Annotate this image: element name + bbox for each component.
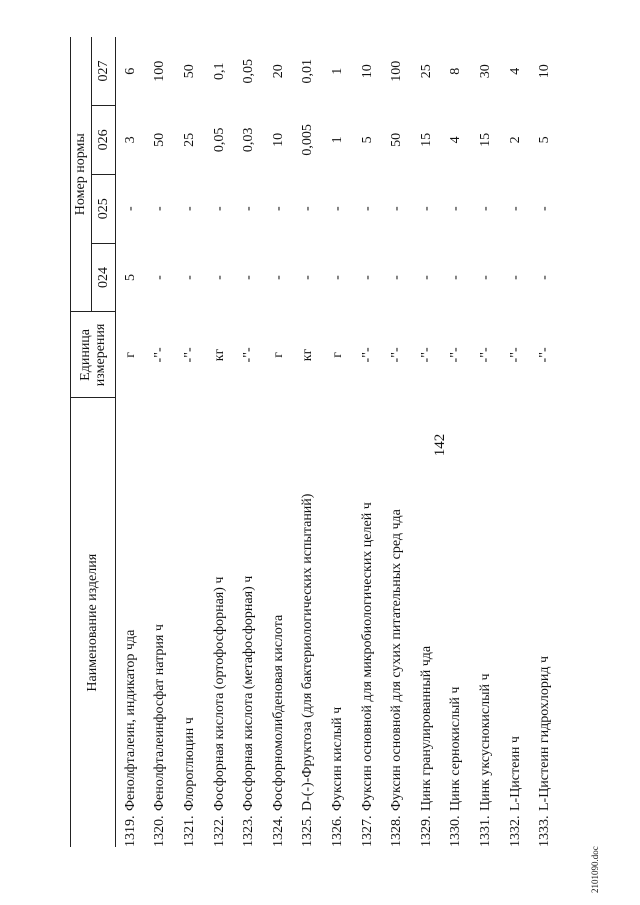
row-value-026: 3 bbox=[122, 136, 138, 144]
row-value-027: 50 bbox=[181, 64, 197, 79]
row-number: 1330. bbox=[448, 815, 464, 847]
table-row bbox=[234, 37, 264, 847]
row-value-024: - bbox=[537, 275, 553, 280]
row-name: Флороглюцин ч bbox=[181, 717, 197, 812]
row-value-024: - bbox=[241, 275, 257, 280]
row-value-027: 20 bbox=[270, 64, 286, 79]
row-value-025: - bbox=[270, 206, 286, 212]
row-unit: кг bbox=[300, 348, 316, 362]
table-row bbox=[205, 37, 235, 847]
row-value-025: - bbox=[389, 206, 405, 212]
header-name: Наименование изделия bbox=[71, 398, 116, 847]
row-value-027: 1 bbox=[329, 67, 345, 75]
row-value-024: - bbox=[152, 275, 168, 280]
row-value-027: 8 bbox=[448, 67, 464, 75]
table-row bbox=[146, 37, 176, 847]
row-value-026: 5 bbox=[359, 136, 375, 144]
row-name: Цинк сернокислый ч bbox=[448, 686, 464, 812]
row-name: Фенолфталеин, индикатор чда bbox=[122, 629, 138, 812]
row-unit: г bbox=[122, 352, 138, 358]
row-name: Фуксин основной для микробиологических целей ч bbox=[359, 502, 375, 812]
row-number: 1325. bbox=[300, 815, 316, 847]
row-unit: -"- bbox=[477, 347, 493, 363]
row-value-027: 10 bbox=[359, 64, 375, 79]
row-value-027: 6 bbox=[122, 67, 138, 75]
header-code-027: 027 bbox=[92, 37, 116, 105]
row-value-025: - bbox=[329, 206, 345, 212]
row-name: Цинк уксуснокислый ч bbox=[477, 673, 493, 812]
row-name: Фосфорномолибденовая кислота bbox=[270, 614, 286, 812]
row-value-025: - bbox=[152, 206, 168, 212]
row-number: 1327. bbox=[359, 815, 375, 847]
row-number: 1323. bbox=[241, 815, 257, 847]
row-value-025: - bbox=[181, 206, 197, 212]
table-row bbox=[294, 37, 324, 847]
row-value-025: - bbox=[418, 206, 434, 212]
row-value-027: 0,01 bbox=[300, 58, 316, 84]
norms-table bbox=[70, 37, 560, 847]
header-unit-line1: Единица bbox=[78, 328, 93, 381]
row-value-026: 0,005 bbox=[300, 124, 316, 156]
row-value-026: 50 bbox=[389, 132, 405, 147]
row-name: Фенолфталеинфосфат натрия ч bbox=[152, 624, 168, 812]
row-name: L-Цистеин ч bbox=[507, 736, 523, 812]
row-unit: -"- bbox=[537, 347, 553, 363]
row-value-026: 4 bbox=[448, 136, 464, 144]
row-value-026: 15 bbox=[418, 132, 434, 147]
row-unit: г bbox=[270, 352, 286, 358]
row-value-024: - bbox=[181, 275, 197, 280]
row-unit: -"- bbox=[389, 347, 405, 363]
row-value-025: - bbox=[477, 206, 493, 212]
row-number: 1319. bbox=[122, 815, 138, 847]
row-value-027: 0,05 bbox=[241, 58, 257, 84]
row-number: 1328. bbox=[389, 815, 405, 847]
row-name: Фуксин основной для сухих питательных сред чда bbox=[389, 509, 405, 812]
table-row bbox=[264, 37, 294, 847]
row-number: 1332. bbox=[507, 815, 523, 847]
row-number: 1326. bbox=[329, 815, 345, 847]
row-value-026: 15 bbox=[477, 132, 493, 147]
row-number: 1333. bbox=[537, 815, 553, 847]
row-unit: -"- bbox=[181, 347, 197, 363]
row-value-026: 2 bbox=[507, 136, 523, 144]
row-value-024: - bbox=[270, 275, 286, 280]
row-unit: -"- bbox=[448, 347, 464, 363]
row-value-025: - bbox=[537, 206, 553, 212]
row-value-024: - bbox=[448, 275, 464, 280]
row-name: Фосфорная кислота (ортофосфорная) ч bbox=[211, 576, 227, 812]
row-name: L-Цистеин гидрохлорид ч bbox=[537, 656, 553, 812]
row-name: Цинк гранулированный чда bbox=[418, 645, 434, 812]
row-name: Фосфорная кислота (метафосфорная) ч bbox=[241, 575, 257, 812]
table-row bbox=[471, 37, 501, 847]
row-value-025: - bbox=[359, 206, 375, 212]
row-value-025: - bbox=[211, 206, 227, 212]
row-value-026: 50 bbox=[152, 132, 168, 147]
row-value-027: 0,1 bbox=[211, 62, 227, 80]
table-row bbox=[353, 37, 383, 847]
table-row bbox=[382, 37, 412, 847]
row-value-024: - bbox=[359, 275, 375, 280]
row-unit: г bbox=[329, 352, 345, 358]
header-code-025: 025 bbox=[92, 174, 116, 243]
row-name: D-(-)-Фруктоза (для бактериологических испытаний) bbox=[300, 493, 316, 812]
row-value-024: 5 bbox=[122, 274, 138, 282]
row-value-026: 25 bbox=[181, 132, 197, 147]
table-body bbox=[116, 37, 560, 847]
table-row bbox=[175, 37, 205, 847]
row-value-027: 100 bbox=[152, 60, 168, 82]
header-code-024: 024 bbox=[92, 243, 116, 312]
row-value-027: 4 bbox=[507, 67, 523, 75]
header-unit bbox=[71, 312, 116, 398]
table-row bbox=[412, 37, 442, 847]
table-row bbox=[323, 37, 353, 847]
table-row bbox=[530, 37, 560, 847]
row-value-027: 100 bbox=[389, 60, 405, 82]
row-value-024: - bbox=[418, 275, 434, 280]
row-value-027: 30 bbox=[477, 64, 493, 79]
row-number: 1329. bbox=[418, 815, 434, 847]
row-value-026: 0,03 bbox=[241, 127, 257, 153]
row-value-024: - bbox=[211, 275, 227, 280]
row-value-025: - bbox=[448, 206, 464, 212]
row-value-025: - bbox=[122, 206, 138, 212]
table-row bbox=[442, 37, 472, 847]
row-value-026: 10 bbox=[270, 132, 286, 147]
row-value-026: 5 bbox=[537, 136, 553, 144]
row-unit: кг bbox=[211, 348, 227, 362]
row-value-024: - bbox=[329, 275, 345, 280]
row-number: 1331. bbox=[477, 815, 493, 847]
row-value-026: 0,05 bbox=[211, 127, 227, 153]
row-number: 1320. bbox=[152, 815, 168, 847]
page-number: 142 bbox=[432, 433, 448, 457]
row-value-025: - bbox=[300, 206, 316, 212]
table-row bbox=[501, 37, 531, 847]
table-row bbox=[116, 37, 146, 847]
row-value-024: - bbox=[389, 275, 405, 280]
row-value-024: - bbox=[300, 275, 316, 280]
row-value-025: - bbox=[241, 206, 257, 212]
row-unit: -"- bbox=[359, 347, 375, 363]
row-value-025: - bbox=[507, 206, 523, 212]
header-unit-line2: измерения bbox=[93, 323, 108, 387]
row-number: 1322. bbox=[211, 815, 227, 847]
row-number: 1321. bbox=[181, 815, 197, 847]
row-unit: -"- bbox=[152, 347, 168, 363]
row-name: Фуксин кислый ч bbox=[329, 706, 345, 812]
row-value-027: 25 bbox=[418, 64, 434, 79]
row-number: 1324. bbox=[270, 815, 286, 847]
footer-filename: 2101090.doc bbox=[590, 846, 600, 893]
header-code-026: 026 bbox=[92, 105, 116, 174]
row-unit: -"- bbox=[507, 347, 523, 363]
row-value-024: - bbox=[507, 275, 523, 280]
row-unit: -"- bbox=[418, 347, 434, 363]
row-value-024: - bbox=[477, 275, 493, 280]
row-unit: -"- bbox=[241, 347, 257, 363]
row-value-027: 10 bbox=[537, 64, 553, 79]
header-norm-group: Номер нормы bbox=[71, 37, 92, 312]
row-value-026: 1 bbox=[329, 136, 345, 144]
